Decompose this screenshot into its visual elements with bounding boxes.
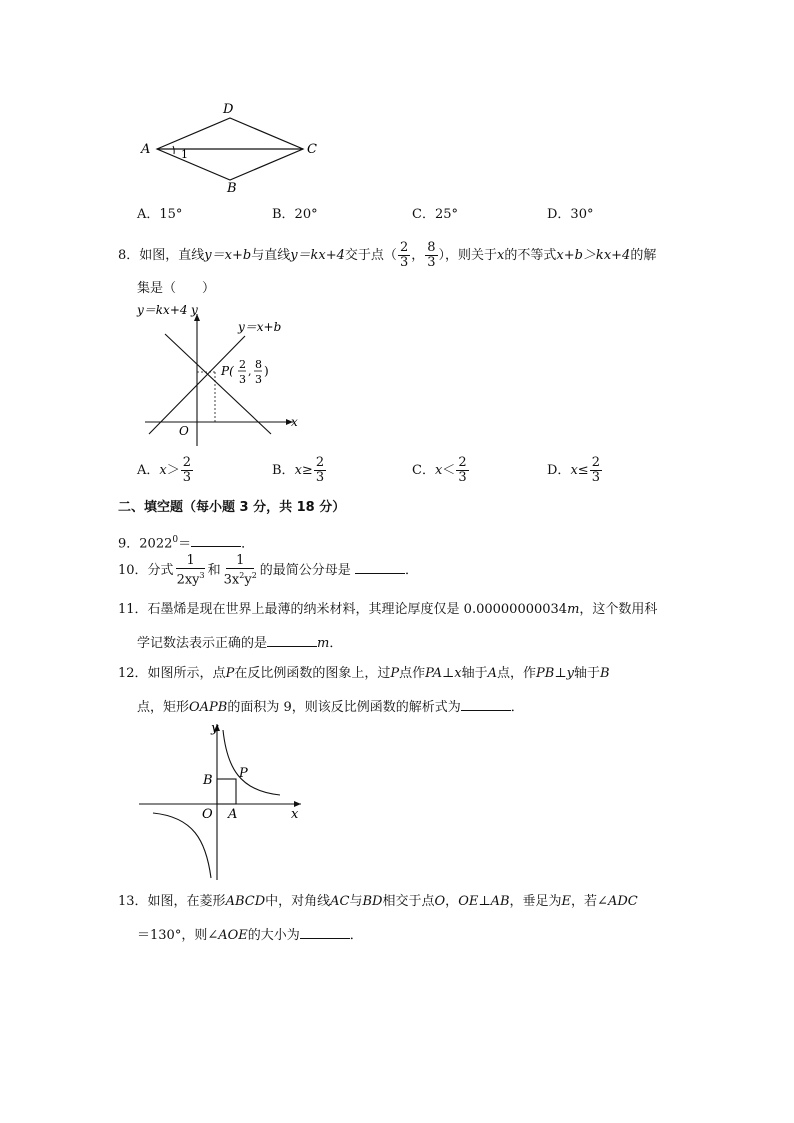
opt-letter: A． [137, 463, 160, 478]
q12-answer-blank[interactable] [461, 696, 511, 711]
opt-letter: D． [547, 463, 571, 478]
opt-op: ≤ [577, 463, 589, 478]
opt-op: ≥ [301, 463, 313, 478]
q10-answer-blank[interactable] [355, 559, 405, 574]
label-c: C [307, 142, 317, 157]
frac-den: 3 [315, 470, 325, 485]
frac-den [222, 569, 259, 587]
opt-op: ＞ [166, 463, 180, 478]
label-b: B [203, 773, 213, 788]
var: AOE [218, 928, 248, 943]
q8-point-y-fraction [425, 241, 437, 270]
opt-letter: C． [412, 463, 435, 478]
t: ， [445, 894, 459, 909]
q11-line2-end: ． [329, 636, 343, 651]
frac-num: 2 [591, 455, 600, 470]
hyperbola-branch-q1 [223, 730, 280, 795]
t: 轴于 [461, 666, 488, 681]
opt-var: x [434, 463, 443, 478]
q9-equals: ＝ [178, 536, 192, 552]
q9-exponent: 0 [172, 535, 179, 545]
label-b: B [227, 181, 237, 196]
q8-number: 8． [118, 248, 140, 263]
t: ＝130°，则∠ [137, 928, 219, 943]
t: ，垂足为 [509, 894, 562, 909]
opt-letter: B． [272, 463, 295, 478]
q8-text5: 的不等式 [504, 248, 557, 263]
opt-op: ＜ [442, 463, 456, 478]
var: BD [362, 894, 383, 909]
label-p-close: ) [264, 364, 269, 378]
t: ． [349, 928, 363, 943]
frac-num: 2 [182, 455, 192, 470]
var: OE [458, 894, 479, 909]
t: 如图，在菱形 [147, 894, 226, 909]
q12-number: 12． [118, 666, 148, 681]
var: E [561, 894, 572, 909]
q12-line2 [137, 696, 524, 718]
label-d: D [223, 102, 234, 117]
q8-text1: 如图，直线 [139, 248, 205, 263]
q7-option-a: A．15° [137, 207, 183, 222]
den-sup: 2 [239, 571, 245, 580]
label-p-den1: 3 [239, 373, 246, 386]
frac-num: 2 [399, 240, 409, 255]
label-origin: O [179, 424, 189, 438]
q10-post: 的最简公分母是 [259, 563, 351, 579]
q11-line1 [118, 600, 657, 620]
label-y-kx-4: y＝kx+4 [137, 303, 188, 317]
q11-line2 [137, 632, 342, 654]
label-p-comma: , [248, 365, 252, 378]
q11-unit: m [567, 602, 580, 617]
q10-pre: 分式 [147, 563, 174, 579]
angle-1-arc [173, 146, 174, 154]
opt-fraction [181, 456, 193, 485]
frac-den: 3 [591, 470, 600, 485]
q8-text6: 的解 [630, 248, 657, 263]
den-part: y [244, 572, 252, 588]
var: x [454, 666, 462, 681]
frac-den: 3 [458, 470, 467, 485]
q8-option-c [412, 455, 470, 487]
q13-line1 [118, 892, 638, 912]
opt-var: x [294, 463, 302, 478]
q11-text-end: ，这个数用科 [579, 602, 658, 617]
frac-den [175, 569, 207, 587]
q11-number: 11． [118, 602, 148, 617]
label-angle-1: 1 [181, 148, 188, 161]
den-part: 2xy [176, 572, 200, 588]
rectangle-oapb [217, 779, 236, 804]
var: P [390, 666, 400, 681]
var: ADC [607, 894, 638, 909]
q8-inequality: x+b＞kx+4 [556, 248, 631, 263]
q8-line1 [118, 241, 656, 270]
q8-point-x-fraction [398, 241, 410, 270]
q8-text4: ），则关于 [438, 248, 498, 263]
t: 的大小为 [247, 928, 300, 943]
label-a: A [141, 142, 151, 157]
opt-var: x [159, 463, 167, 478]
q10-end: ． [404, 563, 418, 579]
var: AB [490, 894, 510, 909]
t: 点，矩形 [137, 700, 190, 715]
den-sup: 2 [251, 571, 257, 580]
q8-text3: 交于点（ [344, 248, 397, 263]
label-o: O [202, 807, 213, 822]
hyperbola-branch-q3 [153, 813, 211, 878]
q8-line2: 集是（ ） [137, 281, 216, 296]
t: 中，对角线 [265, 894, 331, 909]
frac-num: 8 [427, 240, 436, 255]
section-2-title: 二、填空题（每小题 3 分，共 18 分） [118, 500, 346, 515]
q9-number: 9． [118, 536, 140, 552]
var: y [566, 666, 574, 681]
var: PB [536, 666, 555, 681]
label-p-den2: 3 [255, 373, 262, 386]
opt-fraction [456, 456, 468, 485]
q9-base: 2022 [139, 536, 173, 552]
label-p-num1: 2 [239, 358, 246, 371]
t: 点，作 [497, 666, 537, 681]
var: OAPB [189, 700, 228, 715]
q13-answer-blank[interactable] [300, 924, 350, 939]
q11-line2-text: 学记数法表示正确的是 [137, 636, 268, 651]
t: ⊥ [478, 894, 491, 909]
t: 轴于 [573, 666, 600, 681]
q11-line2-unit: m [317, 636, 330, 651]
frac-num: 1 [176, 554, 204, 569]
q13-number: 13． [118, 894, 148, 909]
t: 点作 [399, 666, 426, 681]
q7-option-b: B．20° [272, 207, 318, 222]
q8-eq2: y＝kx+4 [290, 248, 345, 263]
q7-rhombus-figure [135, 98, 325, 198]
q8-option-d [547, 455, 603, 487]
q9 [118, 530, 254, 554]
den-sup: 3 [199, 571, 205, 580]
q8-option-b [272, 455, 327, 487]
t: ⊥ [554, 666, 567, 681]
frac-num: 2 [458, 455, 467, 470]
t: 的面积为 9，则该反比例函数的解析式为 [227, 700, 461, 715]
opt-fraction [590, 456, 602, 485]
q9-end: ． [241, 536, 255, 552]
den-part: 3x [223, 572, 240, 588]
q8-graph-figure [135, 300, 315, 448]
q8-var-x: x [497, 248, 505, 263]
q10-fraction-1 [175, 554, 207, 587]
q8-option-a [137, 455, 194, 487]
label-x: x [291, 807, 299, 822]
q8-eq1: y＝x+b [204, 248, 252, 263]
q12-hyperbola-figure [135, 718, 310, 883]
q7-option-d: D．30° [547, 207, 594, 222]
q12-line1 [118, 664, 610, 684]
t: ⊥ [442, 666, 455, 681]
opt-var: x [570, 463, 578, 478]
var: O [434, 894, 446, 909]
q11-answer-blank[interactable] [267, 632, 317, 647]
frac-num: 1 [226, 554, 254, 569]
q10-fraction-2 [222, 554, 259, 587]
q8-comma: ， [411, 248, 425, 263]
frac-den: 3 [427, 255, 436, 270]
t: 相交于点 [382, 894, 435, 909]
frac-den: 3 [182, 470, 192, 485]
var: AC [330, 894, 350, 909]
var: A [487, 666, 498, 681]
q10 [118, 554, 418, 588]
var: ABCD [225, 894, 266, 909]
t: ． [510, 700, 524, 715]
q9-answer-blank[interactable] [191, 532, 241, 547]
label-p-num2: 8 [255, 358, 262, 371]
var: P [225, 666, 235, 681]
label-a: A [228, 807, 238, 822]
q13-line2 [137, 924, 363, 946]
label-x-axis: x [291, 415, 298, 429]
label-p: P [239, 766, 248, 781]
q7-option-c: C．25° [412, 207, 458, 222]
frac-den: 3 [399, 255, 409, 270]
t: 与 [349, 894, 363, 909]
var: PA [425, 666, 443, 681]
label-y-axis: y [191, 303, 198, 317]
t: ，若∠ [571, 894, 608, 909]
q10-mid: 和 [207, 563, 221, 579]
q8-text2: 与直线 [251, 248, 291, 263]
var: B [599, 666, 610, 681]
t: 在反比例函数的图象上，过 [234, 666, 391, 681]
opt-fraction [314, 456, 326, 485]
t: 如图所示，点 [147, 666, 226, 681]
label-y: y [211, 721, 219, 736]
q10-number: 10． [118, 563, 148, 579]
frac-num: 2 [315, 455, 325, 470]
q11-text: 石墨烯是现在世界上最薄的纳米材料，其理论厚度仅是 0.00000000034 [147, 602, 568, 617]
label-p: P( [221, 364, 234, 378]
label-y-x-b: y＝x+b [238, 320, 282, 334]
